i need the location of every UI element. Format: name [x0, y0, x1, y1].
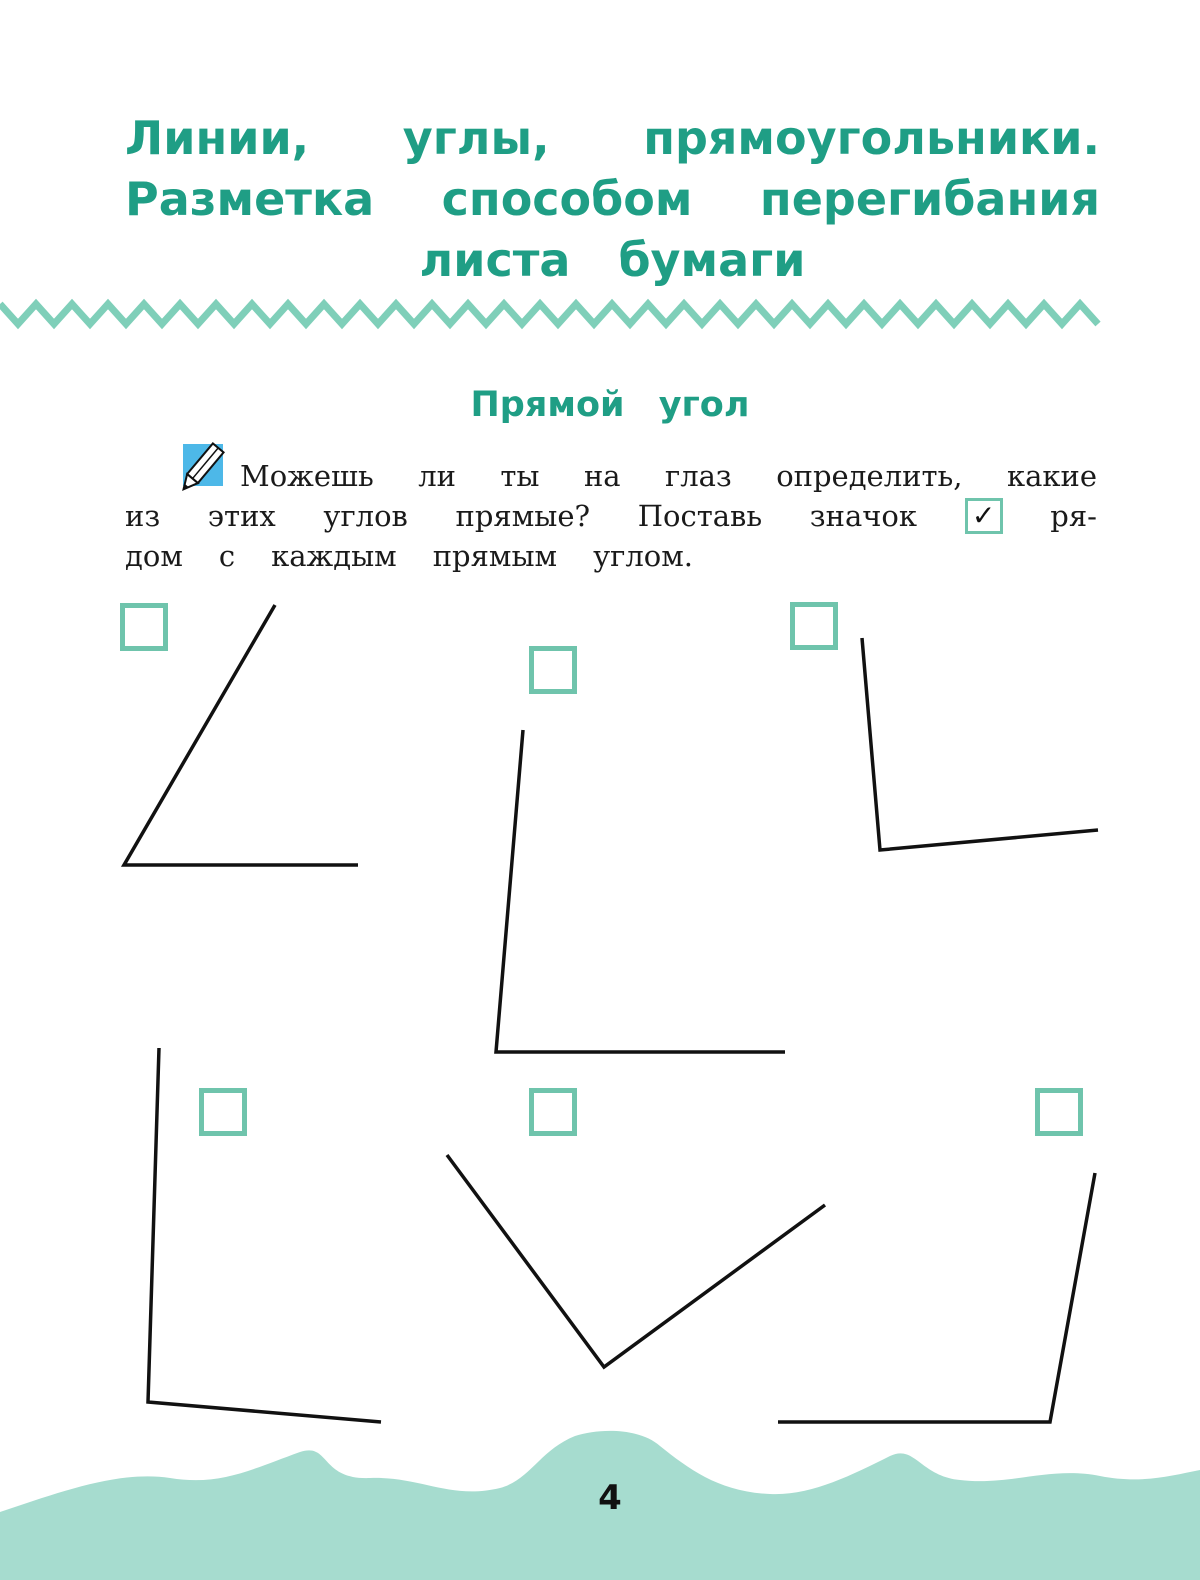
answer-checkbox-5[interactable] [532, 1091, 575, 1134]
task-word: глаз [665, 459, 732, 493]
task-word: ли [418, 459, 456, 493]
angle-6 [778, 1091, 1095, 1423]
angle-3 [793, 605, 1099, 851]
title-word: Разметка [125, 172, 375, 226]
check-mark-sample-icon: ✓ [965, 498, 1003, 534]
angle-lines-4 [148, 1048, 381, 1422]
answer-checkbox-2[interactable] [532, 649, 575, 692]
angle-lines-5 [447, 1155, 825, 1367]
title-word: Линии, [125, 111, 310, 165]
angle-2 [496, 649, 785, 1053]
title-word: бумаги [618, 233, 806, 287]
task-word: прямым [432, 539, 558, 573]
task-word: прямые? [455, 499, 591, 533]
task-word: ря- [1050, 499, 1097, 533]
title-word: способом [441, 172, 693, 226]
task-word: ты [500, 459, 540, 493]
angle-lines-2 [496, 730, 785, 1052]
task-word: с [218, 539, 236, 573]
task-word: углов [323, 499, 408, 533]
angle-1 [123, 605, 359, 865]
answer-checkbox-3[interactable] [793, 605, 836, 648]
title-word: углы, [402, 111, 550, 165]
title-word: перегибания [759, 172, 1100, 226]
title-word: листа [419, 233, 571, 287]
task-word: Поставь [637, 499, 763, 533]
task-word: на [583, 459, 621, 493]
angle-lines-3 [862, 638, 1098, 850]
task-word: углом. [593, 539, 694, 573]
section-subtitle: Прямой угол [470, 385, 750, 425]
task-word: этих [207, 499, 276, 533]
task-word: значок [809, 499, 917, 533]
task-word: дом [125, 539, 183, 573]
title-word: прямоугольники. [643, 111, 1100, 165]
answer-checkbox-1[interactable] [123, 606, 166, 649]
task-word: определить, [776, 459, 963, 493]
angle-4 [148, 1048, 381, 1422]
task-word: каждым [271, 539, 397, 573]
angle-lines-6 [778, 1173, 1095, 1422]
page-number: 4 [598, 1478, 622, 1518]
answer-checkbox-4[interactable] [202, 1091, 245, 1134]
answer-checkbox-6[interactable] [1038, 1091, 1081, 1134]
task-word: из [125, 499, 161, 533]
task-word: Можешь [240, 459, 374, 493]
angle-5 [447, 1091, 825, 1368]
task-word: какие [1006, 459, 1097, 493]
